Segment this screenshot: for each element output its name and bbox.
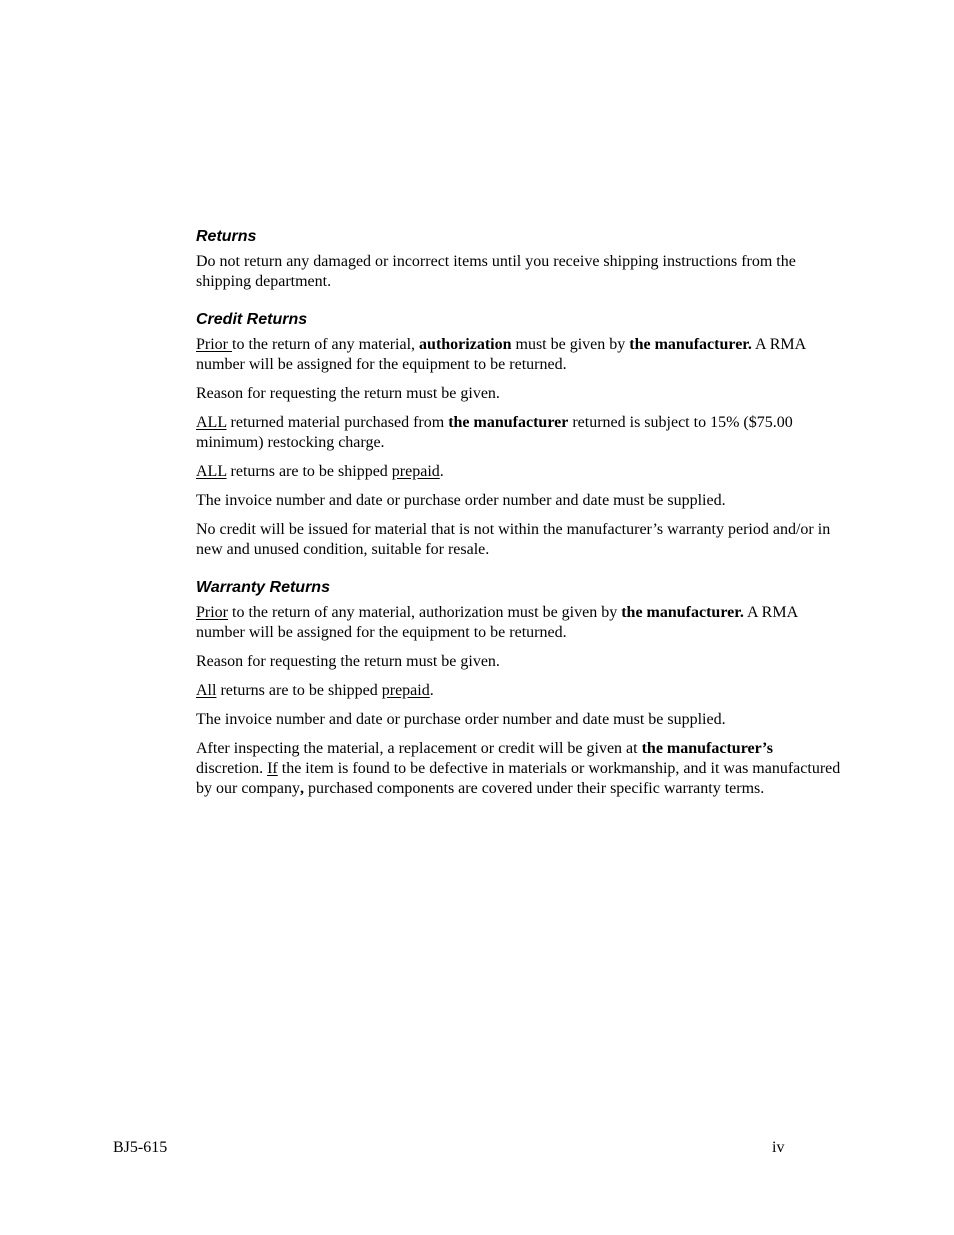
all-underlined: All (196, 682, 217, 699)
credit-reason-paragraph: Reason for requesting the return must be given. (196, 385, 500, 402)
manufacturer-bold: the manufacturer. (621, 604, 744, 621)
all-underlined: ALL (196, 414, 227, 431)
credit-authorization-paragraph: Prior to the return of any material, authorization must be given by the manufacturer. A RMA number will be assigned for the equipment to be returned. (196, 336, 806, 373)
manufacturer-bold: the manufacturer (448, 414, 569, 431)
returns-heading: Returns (196, 228, 257, 245)
prior-underlined: Prior (196, 604, 228, 621)
credit-prepaid-paragraph: ALL returns are to be shipped prepaid. (196, 463, 444, 480)
returns-paragraph: Do not return any damaged or incorrect items until you receive shipping instructions from the shipping department. (196, 253, 796, 290)
prepaid-underlined: prepaid (391, 463, 440, 480)
warranty-reason-paragraph: Reason for requesting the return must be given. (196, 653, 500, 670)
manufacturers-bold: the manufacturer’s (641, 740, 773, 757)
credit-no-credit-paragraph: No credit will be issued for material that is not within the manufacturer’s warranty period and/or in new and unused condition, suitable for resale. (196, 521, 831, 558)
manufacturer-bold: the manufacturer. (629, 336, 752, 353)
warranty-prepaid-paragraph: All returns are to be shipped prepaid. (196, 682, 434, 699)
comma-bold: , (299, 780, 304, 797)
footer-document-id: BJ5-615 (113, 1139, 168, 1156)
prior-underlined: Prior (196, 336, 232, 353)
credit-restocking-paragraph: ALL returned material purchased from the manufacturer returned is subject to 15% ($75.00 minimum) restocking charge. (196, 414, 793, 451)
prepaid-underlined: prepaid (381, 682, 430, 699)
credit-returns-heading: Credit Returns (196, 311, 308, 328)
warranty-inspection-paragraph: After inspecting the material, a replacement or credit will be given at the manufacturer’s discretion. If the item is found to be defective in materials or workmanship, and it was manufactured by our company, purchased components are covered under their specific warranty terms. (196, 740, 841, 797)
warranty-invoice-paragraph: The invoice number and date or purchase order number and date must be supplied. (196, 711, 726, 728)
footer-page-number: iv (772, 1139, 785, 1156)
authorization-bold: authorization (419, 336, 512, 353)
credit-invoice-paragraph: The invoice number and date or purchase order number and date must be supplied. (196, 492, 726, 509)
warranty-returns-heading: Warranty Returns (196, 579, 330, 596)
all-underlined: ALL (196, 463, 227, 480)
warranty-authorization-paragraph: Prior to the return of any material, authorization must be given by the manufacturer. A RMA number will be assigned for the equipment to be returned. (196, 604, 798, 641)
if-underlined: If (267, 760, 278, 777)
page-content (196, 227, 844, 808)
